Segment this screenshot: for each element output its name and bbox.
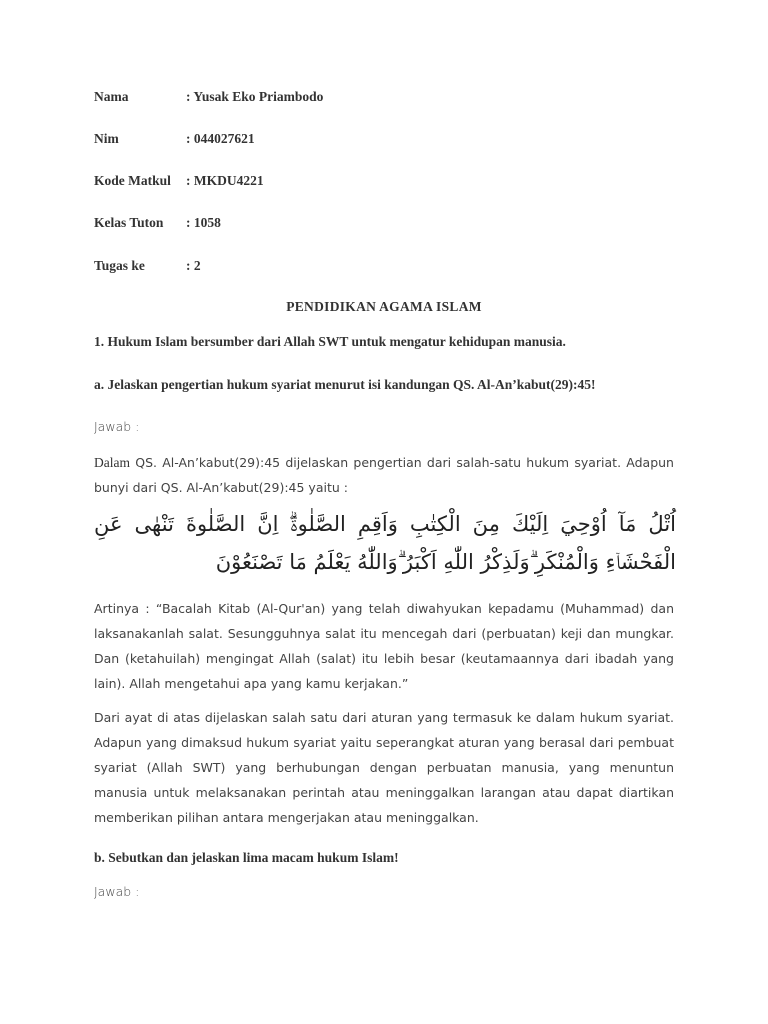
identity-row-tugas-ke [94, 258, 201, 274]
quran-verse-arabic: اُتْلُ مَآ اُوْحِيَ اِلَيْكَ مِنَ الْكِتٰبِ وَاَقِمِ الصَّلٰوةَۗ اِنَّ الصَّلٰوةَ تَنْهٰى عَنِ الْفَحْشَاۤءِ وَالْمُنْكَرِ ۗوَلَذِكْرُ اللّٰهِ اَكْبَرُ ۗوَاللّٰهُ يَعْلَمُ مَا تَصْنَعُوْنَ [94, 512, 676, 574]
document-title: PENDIDIKAN AGAMA ISLAM [286, 299, 482, 314]
question-1a: a. Jelaskan pengertian hukum syariat menurut isi kandungan QS. Al-An’kabut(29):45! [94, 377, 596, 392]
intro-paragraph [94, 450, 674, 500]
kelas-tuton-value: : 1058 [186, 215, 221, 230]
nama-value: : Yusak Eko Priambodo [186, 89, 324, 104]
identity-row-kode-matkul [94, 173, 264, 189]
intro-text: QS. Al-An’kabut(29):45 dijelaskan pengertian dari salah-satu hukum syariat. Adapun bunyi dari QS. Al-An’kabut(29):45 yaitu : [94, 455, 674, 495]
kode-matkul-label: Kode Matkul [94, 173, 171, 188]
translation-paragraph: Artinya : “Bacalah Kitab (Al-Qur'an) yang telah diwahyukan kepadamu (Muhammad) dan laksanakanlah salat. Sesungguhnya salat itu mencegah dari (perbuatan) keji dan mungkar. Dan (ketahuilah) mengingat Allah (salat) itu lebih besar (keutamaannya dari ibadah yang lain). Allah mengetahui apa yang kamu kerjakan.” [94, 601, 674, 691]
nama-label: Nama [94, 89, 129, 104]
explanation-paragraph: Dari ayat di atas dijelaskan salah satu dari aturan yang termasuk ke dalam hukum syariat. Adapun yang dimaksud hukum syariat yaitu seperangkat aturan yang berasal dari pembuat syariat (Allah SWT) yang berhubungan dengan perbuatan manusia, yang menuntun manusia untuk melaksanakan perintah atau meninggalkan larangan atau dapat diartikan memberikan pilihan antara mengerjakan atau meninggalkan. [94, 710, 674, 825]
identity-row-kelas-tuton [94, 215, 221, 231]
answer-label-2: Jawab : [94, 884, 140, 899]
tugas-ke-value: : 2 [186, 258, 201, 273]
answer-label-1: Jawab : [94, 419, 140, 434]
tugas-ke-label: Tugas ke [94, 258, 145, 273]
intro-lead: Dalam [94, 455, 130, 470]
nim-value: : 044027621 [186, 131, 255, 146]
kelas-tuton-label: Kelas Tuton [94, 215, 164, 230]
identity-row-nim [94, 131, 255, 147]
question-1: 1. Hukum Islam bersumber dari Allah SWT untuk mengatur kehidupan manusia. [94, 334, 566, 349]
question-1b: b. Sebutkan dan jelaskan lima macam hukum Islam! [94, 850, 399, 865]
identity-row-nama [94, 89, 323, 105]
kode-matkul-value: : MKDU4221 [186, 173, 264, 188]
nim-label: Nim [94, 131, 119, 146]
